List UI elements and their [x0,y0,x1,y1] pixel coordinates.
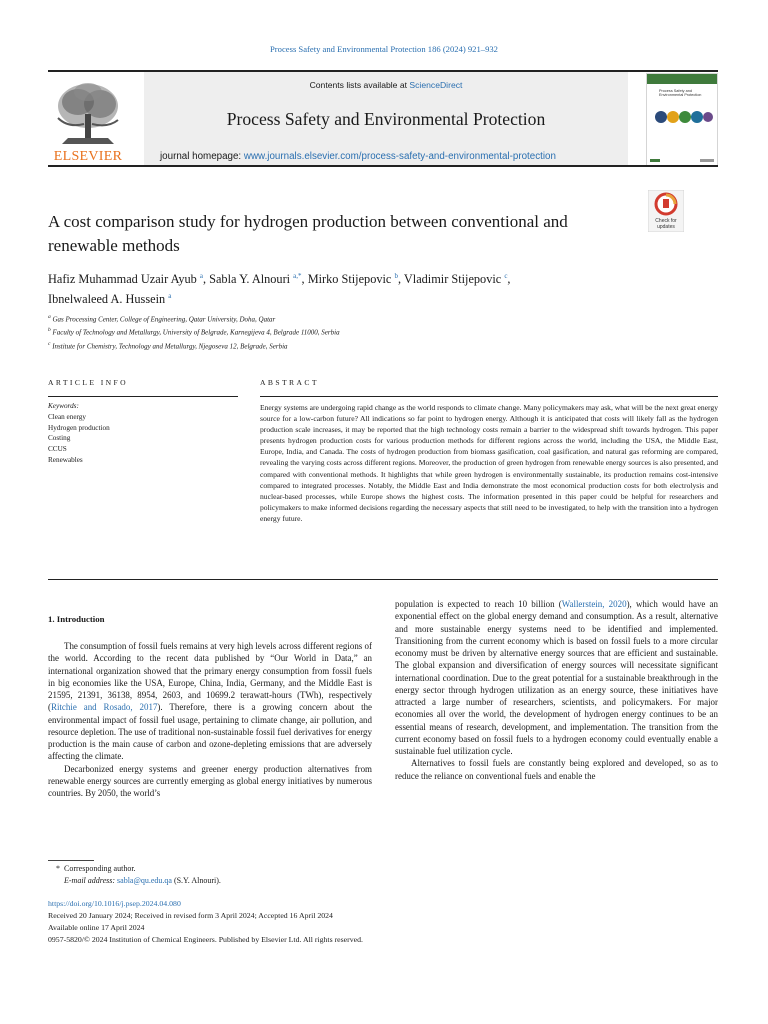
crossmark-line1: Check for [655,218,677,224]
keyword: Costing [48,434,71,443]
body-paragraph [48,640,372,763]
copyright: 0957-5820/© 2024 Institution of Chemical Engineers. Published by Elsevier Ltd. All rights reserved. [48,935,363,944]
author-name[interactable]: Hafiz Muhammad Uzair Ayub [48,272,197,287]
citation-link[interactable]: Wallerstein, 2020 [561,599,627,609]
affiliation-mark: a [48,314,51,320]
sciencedirect-link[interactable]: ScienceDirect [409,80,463,90]
author-affil-mark[interactable]: c [504,272,508,280]
masthead-center [144,72,628,165]
article-info-rule [48,396,238,397]
author-list: Hafiz Muhammad Uzair Ayub $^a$, Sabla Y. Alnouri $^{a,*}$, Mirko Stijepovic $^b$, Vladimir Stijepovic $^c$, Ibnelwaleed A. Hussein $^a$ [48,272,511,307]
check-for-updates-icon[interactable] [648,190,684,232]
cover-circles-graphic [654,109,714,125]
email-owner: (S.Y. Alnouri). [173,876,221,885]
abstract-heading: ABSTRACT [260,378,319,387]
affiliation-text: Institute for Chemistry, Technology and Metallurgy, Njegoseva 12, Belgrade, Serbia [52,341,288,350]
affiliation-item [48,339,708,352]
journal-homepage [160,151,630,162]
article-title: A cost comparison study for hydrogen production between conventional and renewable methods [48,212,568,255]
affiliation-item [48,325,708,338]
body-paragraph: Decarbonized energy systems and greener energy production alternatives from renewable energy sources are currently emerging as global energy initiatives by numerous countries. By 2050, the world’s [48,763,372,798]
footnotes [48,857,648,887]
cover-footer-graphic [650,158,714,163]
paragraph-text: The consumption of fossil fuels remains at very high levels across different regions of the world. According to the recent data published by “Our World in Data,” an international organization showed that the primary energy consumption from fossil fuels in big economies like the USA, Europe, China, India, Germany, and the Middle East is 21595, 21391, 36138, 8954, 2603, and 10699.2 terawatt-hours (TWh), respectively ( [48,641,372,713]
affiliation-mark: c [48,340,51,347]
email-link[interactable]: sabla@qu.edu.qa [117,876,172,885]
paragraph-text: ). Therefore, there is a growing concern about the environmental impact of fossil fuel usage, pertaining to climate change, air pollution, and resource depletion. The use of traditional non-sustainable fossil fuel derivatives for energy production is the main cause of carbon and ozone-depleting emissions that are adversely affecting the climate. [48,702,373,762]
journal-title: Process Safety and Environmental Protection [226,109,546,129]
abstract-rule [260,396,718,397]
journal-cover-thumbnail[interactable] [646,73,718,167]
abstract-text: Energy systems are undergoing rapid change as the world responds to climate change. Many policymakers may ask, what will be the next great energy source for a low-carbon future? All indications so far point to hydrogen energy. Although it is anticipated that costs will likely fall as the hydrogen production scale increases, it may be reported that the high technology costs remain a barrier to the widespread shift towards hydrogen. This paper presents hydrogen production costs for various production methods for different regions across the world, including the USA, the Middle East, Europe, India, and Canada. The costs of hydrogen production from biomass gasification, coal gasification, and natural gas reforming are compared, revealing the varying costs across different regions. Moreover, the production of green hydrogen from renewable energy sources is also presented, and compared with conventional methods. It highlights that while green hydrogen is environmentally sustainable, its production remains cost-intensive compared to integrated processes. Notably, the Middle East and India demonstrate the most economical production costs for both electrolysis and nuclear-based processes, while Europe shows the highest costs. The information presented in this paper could be helpful for researchers and policymakers to make informed decisions regarding the necessary aspects that still need to be investigated, to help with the transition into a hydrogen energy future. [260,403,718,523]
author-affil-mark[interactable]: a [199,272,203,280]
corr-mark: * [56,864,60,873]
author-affil-mark[interactable]: b [394,272,398,280]
keyword: Clean energy [48,412,86,421]
affiliation-mark: b [48,327,51,334]
available-online: Available online 17 April 2024 [48,923,145,932]
author-affil-mark[interactable]: a,* [293,272,302,280]
affiliations [48,312,708,352]
received-dates: Received 20 January 2024; Received in revised form 3 April 2024; Accepted 16 April 2024 [48,911,333,920]
author-name[interactable]: Mirko Stijepovic [307,272,392,287]
keyword: Hydrogen production [48,423,110,432]
abstract-bottom-rule [48,579,718,580]
publication-metadata [48,898,708,946]
citation-link[interactable]: Ritchie and Rosado, 2017 [50,702,158,713]
homepage-link[interactable]: www.journals.elsevier.com/process-safety-and-environmental-protection [243,151,556,162]
keyword: Renewables [48,455,83,464]
body-left-column [48,640,372,799]
affiliation-text: Faculty of Technology and Metallurgy, University of Belgrade, Karnegijeva 4, Belgrade 11000, Serbia [52,328,340,337]
corresponding-author-note [48,863,648,875]
body-right-column [395,598,718,782]
keywords-label: Keywords: [48,402,79,410]
doi-link[interactable]: https://doi.org/10.1016/j.psep.2024.04.080 [48,899,181,908]
email-label: E-mail address: [64,876,116,885]
crossmark-line2: updates [657,224,675,230]
masthead-bottom-rule [48,165,718,167]
homepage-label: journal homepage: [160,151,244,162]
section-heading-introduction: 1. Introduction [48,614,105,624]
corr-text: Corresponding author. [64,864,136,873]
paragraph-text: ), which would have an exponential effect on the global energy demand and consumption. As a result, alternative and more sustainable energy systems need to be identified and implemented. Transitioning from the current economy which is based on fossil fuels to a more circular economy must be driven by alternative energy sources that are efficient and sustainable. The global expansion and diversification of energy sources will necessitate significant international coordination. Due to the great potential for a sustainable breakthrough in the energy sector through hydrogen utilization as an energy source, these initiatives have attracted a large number of researchers, scientists, and policymakers. For major economies all over the world, the development of hydrogen energy continues to be an essential means of research, development, and implementation. The transition from the current economy based on fossil fuels to a hydrogen economy could eventually enable a sustainable fuel utilization cycle. [395,599,718,756]
publisher-name: ELSEVIER [53,149,123,164]
contents-line [144,80,628,90]
author-affil-mark[interactable]: a [168,292,172,301]
author-name[interactable]: Sabla Y. Alnouri [209,272,291,287]
contents-prefix: Contents lists available at [309,80,410,90]
cover-title: Process Safety and Environmental Protection [659,89,702,98]
paragraph-text: population is expected to reach 10 billion ( [395,599,562,609]
body-paragraph: Alternatives to fossil fuels are constantly being explored and developed, so as to reduce the reliance on conventional fuels and enable the [395,758,718,781]
author-name[interactable]: Ibnelwaleed A. Hussein [48,292,166,307]
keyword: CCUS [48,445,67,454]
cover-band [647,74,717,84]
keywords-block [48,401,238,466]
journal-reference[interactable]: Process Safety and Environmental Protection 186 (2024) 921–932 [270,44,498,54]
email-note [48,875,648,887]
body-paragraph [395,598,718,757]
author-name[interactable]: Vladimir Stijepovic [403,272,502,287]
affiliation-item [48,312,708,325]
journal-masthead [48,70,718,167]
article-info-heading: ARTICLE INFO [48,378,129,387]
affiliation-text: Gas Processing Center, College of Engineering, Qatar University, Doha, Qatar [52,315,276,324]
